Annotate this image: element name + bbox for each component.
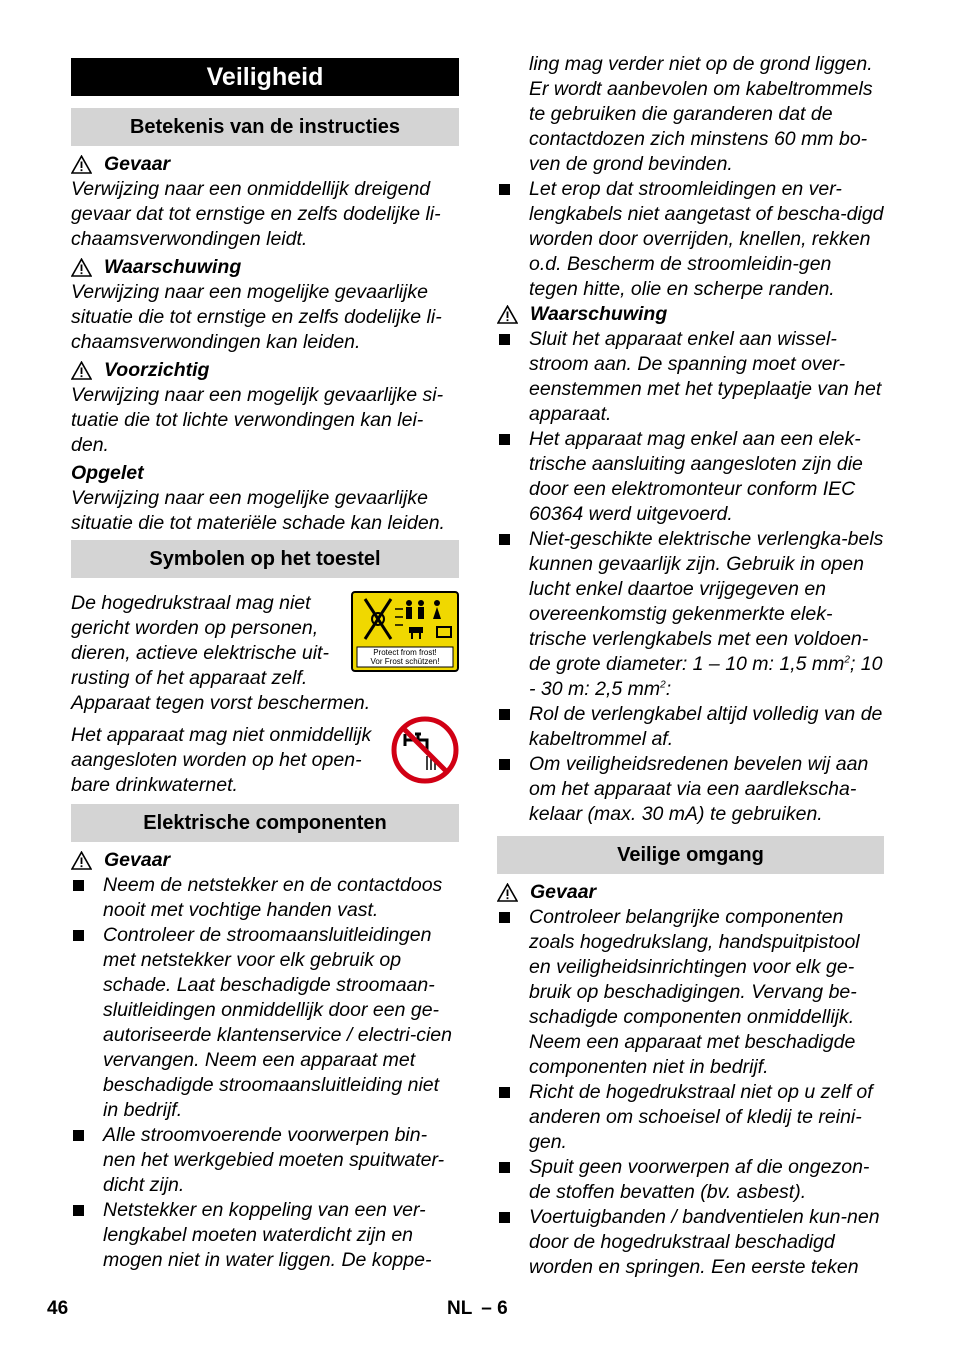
gevaar-heading — [71, 152, 459, 177]
right-waarschuwing-heading — [497, 302, 884, 327]
bullet-square-icon — [73, 930, 84, 941]
continuation-text: ling mag verder niet op de grond liggen. Er wordt aanbevolen om kabeltrommels te gebruiken die garanderen dat de contactdozen zich minstens 60 mm bo-ven de grond bevinden. — [529, 53, 873, 175]
section-heading-symbolen: Symbolen op het toestel — [71, 540, 459, 578]
list-item: Neem de netstekker en de contactdoos nooit met vochtige handen vast. — [71, 873, 459, 923]
warning-triangle-icon — [71, 851, 92, 870]
voorzichtig-text: Verwijzing naar een mogelijk gevaarlijke si-tuatie die tot lichte verwondingen kan lei-den. — [71, 384, 444, 456]
frost-warning-sticker — [351, 591, 459, 672]
bullet-square-icon — [499, 709, 510, 720]
opgelet-label: Opgelet — [71, 462, 144, 484]
elektrische-gevaar-heading — [71, 848, 459, 873]
warning-triangle-icon — [497, 883, 518, 902]
waarschuwing-text: Verwijzing naar een mogelijke gevaarlijke situatie die tot ernstige en zelfs dodelijke li-chaamsverwondingen kan leiden. — [71, 281, 442, 353]
bullet-square-icon — [499, 184, 510, 195]
bullet-square-icon — [73, 880, 84, 891]
bullet-square-icon — [73, 1205, 84, 1216]
list-item: Voertuigbanden / bandventielen kun-nen door de hogedrukstraal beschadigd worden en springen. Een eerste teken — [497, 1205, 884, 1280]
symbolen-block — [71, 591, 459, 798]
elektrische-gevaar-label: Gevaar — [104, 849, 171, 871]
list-item: Spuit geen voorwerpen af die ongezon-de stoffen bevatten (bv. asbest). — [497, 1155, 884, 1205]
right-waarschuwing-list — [497, 327, 884, 827]
list-item: Controleer de stroomaansluitleidingen met netstekker voor elk gebruik op schade. Laat beschadigde stroomaan-sluitleidingen onmiddellijk door een ge-autoriseerde klantenservice / electri-cien vervangen. Neem een apparaat met beschadigde stroomaansluitleiding niet in bedrijf. — [71, 923, 459, 1123]
bullet-square-icon — [499, 1212, 510, 1223]
bullet-square-icon — [499, 534, 510, 545]
list-item: Niet-geschikte elektrische verlengka-bels kunnen gevaarlijk zijn. Gebruik in open lucht enkel daartoe vrijgegeven en overeenkomstig gekenmerkte elek-trische verlengkabels met een voldoen-de grote diameter: 1 – 10 m: 1,5 $mm^2$; 10 - 30 m: 2,5 $mm^2$: — [497, 527, 884, 702]
right-top-block — [497, 52, 884, 827]
footer-section: NL – 6 — [447, 1298, 508, 1319]
bullet-square-icon — [499, 1162, 510, 1173]
list-item: Het apparaat mag enkel aan een elek-trische aansluiting aangesloten zijn die door een elektromonteur conform IEC 60364 werd uitgevoerd. — [497, 427, 884, 527]
list-item: Alle stroomvoerende voorwerpen bin-nen het werkgebied moeten spuitwater-dicht zijn. — [71, 1123, 459, 1198]
page-number: 46 — [47, 1298, 69, 1319]
omgang-gevaar-label: Gevaar — [530, 881, 597, 903]
sticker-text-en: Protect from frost! — [373, 648, 437, 657]
section-heading-veilige-omgang: Veilige omgang — [497, 836, 884, 874]
no-drinking-water-icon — [391, 716, 459, 784]
instructies-block — [71, 152, 459, 536]
bullet-square-icon — [499, 334, 510, 345]
list-item: Controleer belangrijke componenten zoals hogedrukslang, handspuitpistool en veiligheidsinrichtingen voor elk ge-bruik op beschadigingen. Vervang be-schadigde componenten onmiddellijk. Neem een apparaat met beschadigde componenten niet in bedrijf. — [497, 905, 884, 1080]
list-item: Sluit het apparaat enkel aan wissel-stroom aan. De spanning moet over-eenstemmen met het typeplaatje van het apparaat. — [497, 327, 884, 427]
bullet-square-icon — [499, 759, 510, 770]
waarschuwing-label: Waarschuwing — [104, 256, 242, 278]
veilige-omgang-block — [497, 880, 884, 1280]
list-item: Om veiligheidsredenen bevelen wij aan om het apparaat via een aardlekscha-kelaar (max. 30 mA) te gebruiken. — [497, 752, 884, 827]
voorzichtig-label: Voorzichtig — [104, 359, 210, 381]
elektrische-list — [71, 873, 459, 1273]
warning-triangle-icon — [497, 305, 518, 324]
opgelet-heading — [71, 461, 459, 486]
list-item: Netstekker en koppeling van een ver-lengkabel moeten waterdicht zijn en mogen niet in water liggen. De koppe- — [71, 1198, 459, 1273]
gevaar-text: Verwijzing naar een onmiddellijk dreigend gevaar dat tot ernstige en zelfs dodelijke li-chaamsverwondingen leidt. — [71, 178, 441, 250]
symbolen-text-1: De hogedrukstraal mag niet gericht worden op personen, dieren, actieve elektrische uit-rusting of het apparaat zelf. Apparaat tegen vorst beschermen. — [71, 592, 371, 714]
waarschuwing-heading — [71, 255, 459, 280]
page-title: Veiligheid — [71, 58, 459, 96]
bullet-square-icon — [499, 912, 510, 923]
bullet-square-icon — [73, 1130, 84, 1141]
sticker-text-de: Vor Frost schützen! — [370, 657, 440, 666]
symbolen-text-2: Het apparaat mag niet onmiddellijk aangesloten worden op het open-bare drinkwaternet. — [71, 724, 372, 796]
omgang-gevaar-heading — [497, 880, 884, 905]
list-item: Let erop dat stroomleidingen en ver-lengkabels niet aangetast of bescha-digd worden door overrijden, knellen, rekken o.d. Bescherm de stroomleidin-gen tegen hitte, olie en scherpe randen. — [497, 177, 884, 302]
bullet-square-icon — [499, 1087, 510, 1098]
section-heading-betekenis: Betekenis van de instructies — [71, 108, 459, 146]
opgelet-text: Verwijzing naar een mogelijke gevaarlijke situatie die tot materiële schade kan leiden. — [71, 487, 445, 534]
warning-triangle-icon — [71, 155, 92, 174]
no-drinking-water-sign — [391, 716, 459, 784]
gevaar-label: Gevaar — [104, 153, 171, 175]
right-list-a — [497, 177, 884, 302]
bullet-square-icon — [499, 434, 510, 445]
right-waarschuwing-label: Waarschuwing — [530, 303, 668, 325]
voorzichtig-heading — [71, 358, 459, 383]
omgang-list — [497, 905, 884, 1280]
elektrische-block — [71, 848, 459, 1273]
list-item: Richt de hogedrukstraal niet op u zelf of anderen om schoeisel of kledij te reini-gen. — [497, 1080, 884, 1155]
list-item: Rol de verlengkabel altijd volledig van de kabeltrommel af. — [497, 702, 884, 752]
frost-sticker-icon — [351, 591, 459, 672]
warning-triangle-icon — [71, 361, 92, 380]
warning-triangle-icon — [71, 258, 92, 277]
section-heading-elektrische: Elektrische componenten — [71, 804, 459, 842]
